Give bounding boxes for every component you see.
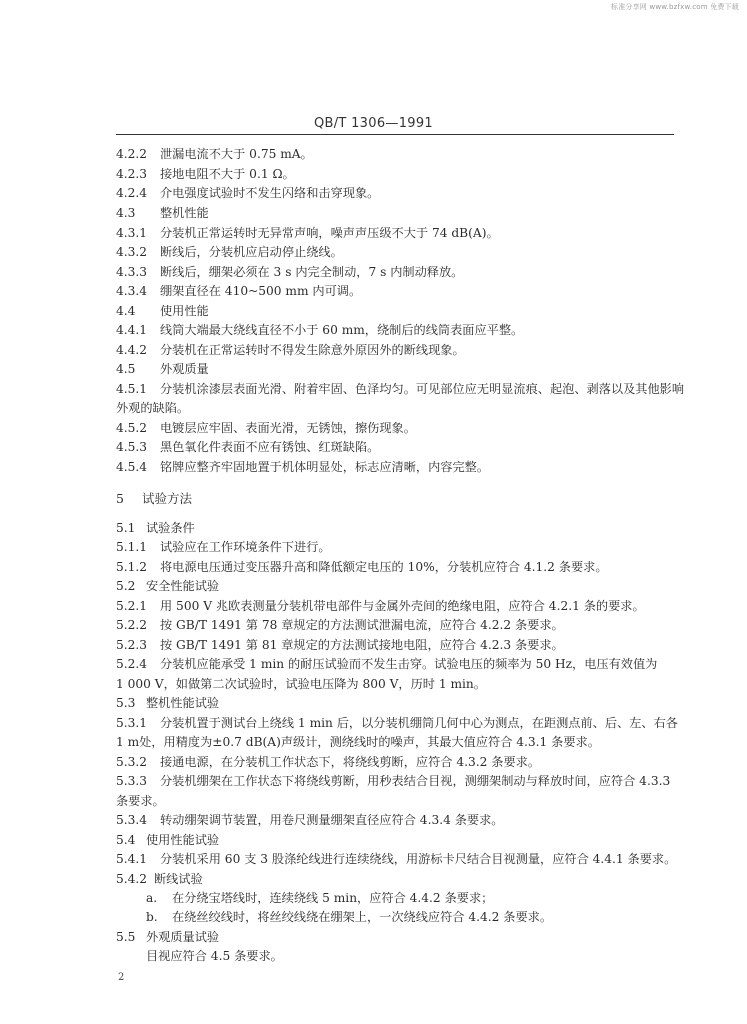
- clause-text: 试验应在工作环境条件下进行。: [160, 540, 331, 554]
- clause-text: 用 500 V 兆欧表测量分装机带电部件与金属外壳间的绝缘电阻，应符合 4.2.1 条的要求。: [160, 599, 645, 613]
- list-item: [146, 907, 552, 927]
- header-rule: [116, 134, 674, 135]
- clause-line: [116, 281, 361, 301]
- clause-number: 4.3: [116, 206, 136, 220]
- clause-line: [116, 164, 295, 184]
- clause-number: 4.3.2: [116, 245, 148, 259]
- clause-number: 4.5.3: [116, 440, 148, 454]
- clause-text: 将电源电压通过变压器升高和降低额定电压的 10%，分装机应符合 4.1.2 条要求。: [160, 560, 608, 574]
- clause-line: [116, 379, 684, 399]
- clause-number: 4.2.2: [116, 147, 148, 161]
- clause-line: [116, 810, 503, 830]
- clause-text: 分装机正常运转时无异常声响，噪声声压级不大于 74 dB(A)。: [160, 226, 499, 240]
- clause-number: 5.5: [116, 930, 136, 944]
- standard-code-header: QB/T 1306—1991: [314, 116, 433, 131]
- clause-number: 5.1.1: [116, 540, 148, 554]
- clause-text: 外观的缺陷。: [116, 401, 190, 415]
- clause-number: 5.2: [116, 579, 136, 593]
- clause-number: 5.2.3: [116, 638, 148, 652]
- clause-number: 4.5: [116, 362, 136, 376]
- clause-number: 4.2.3: [116, 167, 148, 181]
- clause-text: 外观质量: [160, 362, 209, 376]
- clause-line: [116, 654, 657, 674]
- clause-text: 目视应符合 4.5 条要求。: [146, 949, 283, 963]
- watermark-text: 标准分享网 www.bzfxw.com 免费下载: [611, 3, 739, 11]
- clause-line: [116, 437, 379, 457]
- section-heading: [116, 359, 209, 379]
- clause-text: 使用性能试验: [146, 833, 220, 847]
- clause-number: 4.5.2: [116, 421, 148, 435]
- clause-number: 4.4.1: [116, 323, 148, 337]
- clause-line: [116, 242, 343, 262]
- clause-continuation: [116, 791, 165, 811]
- clause-number: 5.2.4: [116, 657, 148, 671]
- clause-text: 分装机采用 60 支 3 股涤纶线进行连续绕线，用游标卡尺结合目视测量，应符合 4.4.1 条要求。: [160, 852, 677, 866]
- clause-line: [116, 223, 499, 243]
- page-number: 2: [118, 972, 125, 983]
- clause-text: 分装机应能承受 1 min 的耐压试验而不发生击穿。试验电压的频率为 50 Hz，电压有效值为: [160, 657, 658, 671]
- clause-number: 4.4.2: [116, 343, 148, 357]
- clause-number: 5: [116, 491, 124, 506]
- clause-number: 5.4.2: [116, 872, 148, 886]
- clause-number: 5.3.2: [116, 755, 148, 769]
- clause-line: [116, 340, 465, 360]
- clause-line: [116, 457, 489, 477]
- clause-text: 电镀层应牢固、表面光滑，无锈蚀，擦伤现象。: [160, 421, 416, 435]
- clause-text: 外观质量试验: [146, 930, 220, 944]
- section-heading: [116, 576, 219, 596]
- clause-continuation: [116, 398, 189, 418]
- clause-number: 5.3.3: [116, 774, 148, 788]
- clause-text: 介电强度试验时不发生闪络和击穿现象。: [160, 186, 380, 200]
- list-marker: b.: [146, 910, 158, 924]
- clause-continuation: [116, 732, 600, 752]
- clause-number: 5.3.4: [116, 813, 148, 827]
- clause-line: [116, 557, 608, 577]
- clause-text: 接通电源，在分装机工作状态下，将绕线剪断，应符合 4.3.2 条要求。: [160, 755, 541, 769]
- clause-text: 分装机绷架在工作状态下将绕线剪断，用秒表结合目视，测绷架制动与释放时间，应符合 4.3.3: [160, 774, 671, 788]
- clause-number: 5.3: [116, 696, 136, 710]
- clause-line: [116, 771, 670, 791]
- clause-line: [116, 869, 203, 889]
- clause-line: [116, 615, 564, 635]
- clause-line: [116, 320, 523, 340]
- section-heading: [116, 203, 209, 223]
- clause-continuation: [116, 674, 486, 694]
- clause-text: 安全性能试验: [146, 579, 220, 593]
- clause-text: 试验方法: [142, 491, 193, 506]
- clause-number: 4.5.1: [116, 382, 148, 396]
- section-heading: [116, 693, 219, 713]
- clause-number: 5.4: [116, 833, 136, 847]
- clause-number: 4.2.4: [116, 186, 148, 200]
- clause-line: [116, 262, 463, 282]
- clause-text: 铭牌应整齐牢固地置于机体明显处，标志应清晰，内容完整。: [160, 460, 490, 474]
- clause-line: [116, 713, 678, 733]
- clause-text: 按 GB/T 1491 第 78 章规定的方法测试泄漏电流，应符合 4.2.2 条要求。: [160, 618, 564, 632]
- clause-number: 5.2.2: [116, 618, 148, 632]
- clause-text: 整机性能: [160, 206, 209, 220]
- clause-number: 5.2.1: [116, 599, 148, 613]
- clause-text: 黑色氧化件表面不应有锈蚀、红斑缺陷。: [160, 440, 380, 454]
- clause-continuation: [146, 946, 283, 966]
- clause-text: 断线后，分装机应启动停止绕线。: [160, 245, 343, 259]
- clause-text: 转动绷架调节装置，用卷尺测量绷架直径应符合 4.3.4 条要求。: [160, 813, 504, 827]
- clause-line: [116, 537, 331, 557]
- clause-text: 泄漏电流不大于 0.75 mA。: [160, 147, 313, 161]
- clause-text: 在绕丝绞线时，将丝绞线绕在绷架上，一次绕线应符合 4.4.2 条要求。: [172, 910, 553, 924]
- clause-text: 线筒大端最大绕线直径不小于 60 mm，绕制后的线筒表面应平整。: [160, 323, 524, 337]
- clause-text: 使用性能: [160, 304, 209, 318]
- section-heading: [116, 301, 209, 321]
- clause-line: [116, 144, 313, 164]
- clause-line: [116, 183, 379, 203]
- clause-text: 试验条件: [146, 521, 195, 535]
- clause-text: 在分绕宝塔线时，连续绕线 5 min，应符合 4.4.2 条要求；: [172, 891, 494, 905]
- clause-line: [116, 849, 676, 869]
- clause-number: 5.1.2: [116, 560, 148, 574]
- clause-text: 断线试验: [154, 872, 203, 886]
- clause-line: [116, 635, 564, 655]
- clause-number: 5.4.1: [116, 852, 148, 866]
- clause-line: [116, 418, 416, 438]
- clause-text: 分装机在正常运转时不得发生除意外原因外的断线现象。: [160, 343, 465, 357]
- clause-line: [116, 752, 540, 772]
- clause-number: 4.3.1: [116, 226, 148, 240]
- chapter-heading: [116, 489, 192, 509]
- clause-text: 按 GB/T 1491 第 81 章规定的方法测试接地电阻，应符合 4.2.3 条要求。: [160, 638, 564, 652]
- clause-number: 4.5.4: [116, 460, 148, 474]
- clause-text: 绷架直径在 410~500 mm 内可调。: [160, 284, 362, 298]
- clause-number: 4.3.3: [116, 265, 148, 279]
- clause-number: 4.3.4: [116, 284, 148, 298]
- clause-text: 1 m处，用精度为±0.7 dB(A)声级计，测绕线时的噪声，其最大值应符合 4.3.1 条要求。: [116, 735, 600, 749]
- clause-text: 分装机置于测试台上绕线 1 min 后，以分装机绷筒几何中心为测点，在距测点前、后、左、右各: [160, 716, 678, 730]
- section-heading: [116, 518, 195, 538]
- clause-text: 分装机涂漆层表面光滑、附着牢固、色泽均匀。可见部位应无明显流痕、起泡、剥落以及其他影响: [160, 382, 685, 396]
- clause-line: [116, 596, 645, 616]
- list-marker: a.: [146, 891, 158, 905]
- clause-text: 断线后，绷架必须在 3 s 内完全制动，7 s 内制动释放。: [160, 265, 464, 279]
- clause-number: 5.1: [116, 521, 136, 535]
- clause-text: 接地电阻不大于 0.1 Ω。: [160, 167, 295, 181]
- section-heading: [116, 927, 219, 947]
- clause-text: 1 000 V，如做第二次试验时，试验电压降为 800 V，历时 1 min。: [116, 677, 486, 691]
- clause-text: 整机性能试验: [146, 696, 220, 710]
- clause-number: 5.3.1: [116, 716, 148, 730]
- clause-text: 条要求。: [116, 794, 165, 808]
- clause-number: 4.4: [116, 304, 136, 318]
- list-item: [146, 888, 493, 908]
- section-heading: [116, 830, 219, 850]
